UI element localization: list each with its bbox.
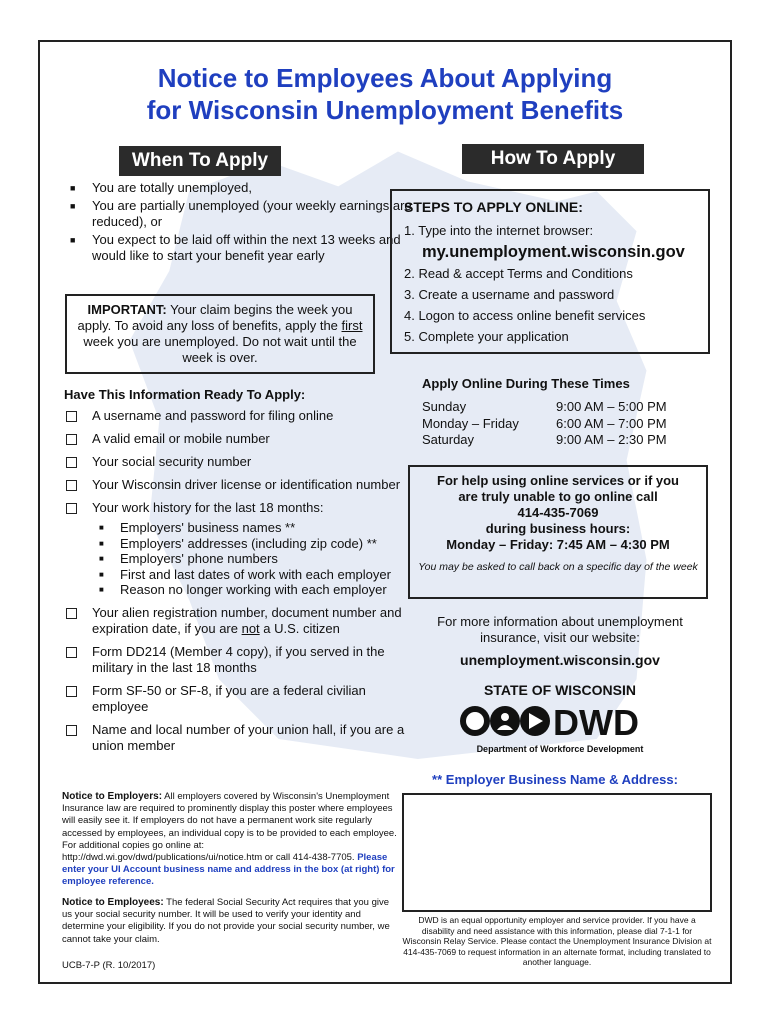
times-table bbox=[422, 399, 682, 449]
table-row bbox=[422, 399, 682, 416]
time-hours: 9:00 AM – 5:00 PM bbox=[556, 399, 667, 414]
checklist-item-label: Your alien registration number, document number and expiration date, if you are bbox=[92, 604, 402, 636]
checklist-item-label: a U.S. citizen bbox=[259, 620, 340, 636]
step-5: 5. Complete your application bbox=[404, 329, 569, 344]
help-note: You may be asked to call back on a specific day of the week bbox=[418, 561, 698, 573]
apply-url: my.unemployment.wisconsin.gov bbox=[422, 243, 685, 261]
notice-employers-text: All employers covered by Wisconsin's Unemployment Insurance law are required to prominently display this poster where employees will easily see it. If employers do not have a permanent work site regularly accessed by employees, an individual copy is to be provided to each employee. For additional copies go online at: http://dwd.wi.gov/dwd/publications/ui/notice.htm or call 414-438-7705. bbox=[62, 791, 397, 864]
checklist-item-label: Your Wisconsin driver license or identification number bbox=[92, 477, 401, 492]
time-day: Sunday bbox=[422, 399, 467, 414]
list-item: ■ You are totally unemployed, bbox=[62, 180, 414, 196]
list-item: ■ Reason no longer working with each employer bbox=[92, 582, 414, 598]
dwd-logo bbox=[457, 702, 697, 740]
list-item: ■ You expect to be laid off within the next 13 weeks and would like to start your benefit year early bbox=[62, 232, 414, 264]
checklist-item-label: A username and password for filing online bbox=[92, 408, 334, 423]
notice-to-employees bbox=[62, 897, 398, 946]
checklist-item-label: Your social security number bbox=[92, 454, 252, 469]
step-3: 3. Create a username and password bbox=[404, 287, 615, 302]
title-line-2: for Wisconsin Unemployment Benefits bbox=[146, 95, 624, 125]
time-hours: 9:00 AM – 2:30 PM bbox=[556, 432, 667, 447]
notice-to-employers bbox=[62, 791, 398, 889]
checklist-item bbox=[64, 477, 414, 493]
checkbox-icon bbox=[66, 434, 77, 445]
how-to-apply-heading: How To Apply bbox=[462, 144, 644, 174]
important-underlined: first bbox=[341, 318, 363, 333]
title-line-1: Notice to Employees About Applying bbox=[157, 63, 613, 93]
step-2: 2. Read & accept Terms and Conditions bbox=[404, 266, 633, 281]
step-4: 4. Logon to access online benefit services bbox=[404, 308, 646, 323]
department-name: Department of Workforce Development bbox=[476, 744, 644, 754]
notice-employers-instruction: Please enter your UI Account business name and address in the box (at right) for employee reference. bbox=[62, 852, 395, 888]
list-item: ■ Employers' phone numbers bbox=[92, 551, 414, 567]
important-label: IMPORTANT: bbox=[87, 302, 167, 317]
notice-employees-text: The federal Social Security Act requires that you give us your social security number. It will be used to verify your identity and determine your eligibility. If you do not provide your social security number, we cannot take your claim. bbox=[62, 897, 390, 945]
checklist-item bbox=[64, 454, 414, 470]
checklist-item bbox=[64, 408, 414, 424]
checklist-item bbox=[64, 683, 414, 715]
important-text-b: week you are unemployed. Do not wait until the week is over. bbox=[83, 334, 357, 365]
important-text-a: Your claim begins the week you apply. To avoid any loss of benefits, apply the bbox=[77, 302, 353, 333]
page-title bbox=[40, 62, 730, 126]
eeo-statement: DWD is an equal opportunity employer and service provider. If you have a disability and need assistance with this information, please dial 7-1-1 for Wisconsin Relay Service. Please contact the Unemployment Insurance Division at 414-435-7069 to request information in an alternate format, including translated to another language. bbox=[402, 915, 712, 967]
checklist-item-label: Your work history for the last 18 months: bbox=[92, 500, 324, 515]
help-box bbox=[408, 465, 708, 599]
more-info-text: For more information about unemployment insurance, visit our website: bbox=[437, 614, 683, 645]
checkbox-icon bbox=[66, 686, 77, 697]
times-heading: Apply Online During These Times bbox=[422, 376, 630, 391]
important-box bbox=[65, 294, 375, 374]
help-hours: Monday – Friday: 7:45 AM – 4:30 PM bbox=[446, 537, 670, 552]
checklist-item bbox=[64, 644, 414, 676]
help-line-2: are truly unable to go online call bbox=[458, 489, 658, 504]
help-line-3: during business hours: bbox=[485, 521, 631, 536]
employer-address-box[interactable] bbox=[402, 793, 712, 912]
when-to-apply-heading: When To Apply bbox=[119, 146, 281, 176]
info-heading: Have This Information Ready To Apply: bbox=[64, 387, 306, 402]
employer-box-heading: ** Employer Business Name & Address: bbox=[432, 772, 678, 787]
checklist-item-label: Form SF-50 or SF-8, if you are a federal civilian employee bbox=[92, 682, 366, 714]
state-name: STATE OF WISCONSIN bbox=[484, 682, 636, 698]
checklist-item-label: Name and local number of your union hall, if you are a union member bbox=[92, 721, 405, 753]
notice-employees-label: Notice to Employees: bbox=[62, 897, 164, 908]
website-link[interactable]: unemployment.wisconsin.gov bbox=[460, 652, 660, 668]
time-day: Saturday bbox=[422, 432, 475, 447]
info-checklist bbox=[64, 408, 414, 761]
checklist-item bbox=[64, 605, 414, 637]
checklist-item-underlined: not bbox=[241, 620, 260, 636]
checkbox-icon bbox=[66, 503, 77, 514]
notice-employers-label: Notice to Employers: bbox=[62, 791, 163, 802]
steps-box bbox=[390, 189, 710, 354]
list-item: ■ You are partially unemployed (your weekly earnings are reduced), or bbox=[62, 198, 414, 230]
form-code: UCB-7-P (R. 10/2017) bbox=[62, 960, 156, 971]
steps-heading: STEPS TO APPLY ONLINE: bbox=[404, 199, 583, 215]
checkbox-icon bbox=[66, 411, 77, 422]
checklist-item bbox=[64, 431, 414, 447]
checklist-item-label: Form DD214 (Member 4 copy), if you served in the military in the last 18 months bbox=[92, 643, 385, 675]
step-1: 1. Type into the internet browser: bbox=[404, 223, 594, 238]
table-row bbox=[422, 432, 682, 449]
list-item: ■ Employers' addresses (including zip code) ** bbox=[92, 536, 414, 552]
help-line-1: For help using online services or if you bbox=[437, 473, 679, 488]
checkbox-icon bbox=[66, 647, 77, 658]
list-item: ■ Employers' business names ** bbox=[92, 520, 414, 536]
checkbox-icon bbox=[66, 480, 77, 491]
checkbox-icon bbox=[66, 608, 77, 619]
list-item: ■ First and last dates of work with each employer bbox=[92, 567, 414, 583]
checklist-item bbox=[64, 722, 414, 754]
table-row bbox=[422, 416, 682, 433]
time-day: Monday – Friday bbox=[422, 415, 519, 431]
poster bbox=[38, 40, 732, 984]
when-to-apply-list bbox=[62, 180, 414, 266]
work-history-list bbox=[92, 520, 414, 598]
help-phone: 414-435-7069 bbox=[517, 505, 599, 520]
checklist-item bbox=[64, 500, 414, 598]
checkbox-icon bbox=[66, 725, 77, 736]
logo-text: DWD bbox=[553, 702, 639, 740]
checkbox-icon bbox=[66, 457, 77, 468]
time-hours: 6:00 AM – 7:00 PM bbox=[556, 415, 667, 431]
checklist-item-label: A valid email or mobile number bbox=[92, 431, 270, 446]
